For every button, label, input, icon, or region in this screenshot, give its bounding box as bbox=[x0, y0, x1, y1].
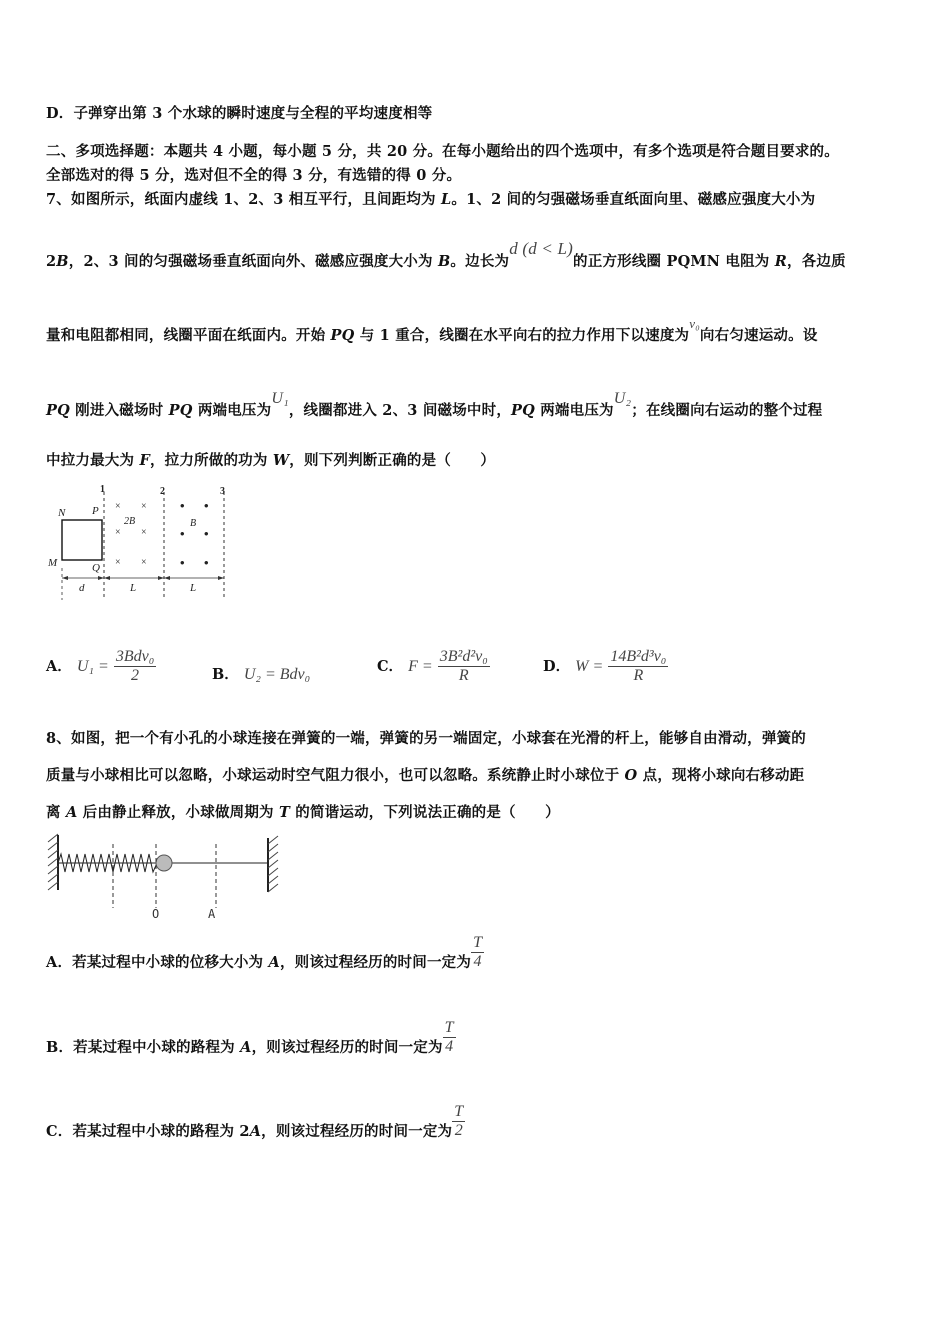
dot-mark: • bbox=[204, 555, 209, 570]
q8-option-a[interactable]: A．若某过程中小球的位移大小为 A，则该过程经历的时间一定为 $\frac{T}{4}$ bbox=[46, 934, 483, 971]
q7-option-b[interactable]: B． U₂ = Bdv₀ bbox=[212, 666, 311, 683]
q7-line-5: 中拉力最大为 F，拉力所做的功为 W，则下列判断正确的是（ ） bbox=[46, 452, 496, 469]
q7-line-2: 2B，2、3 间的匀强磁场垂直纸面向外、磁感应强度大小为 B。边长为d (d < L)的正方形线圈 PQMN 电阻为 R，各边质 bbox=[46, 239, 846, 270]
cross-mark: × bbox=[115, 527, 121, 538]
ball bbox=[156, 855, 172, 871]
q8-a-fraction: $\frac{T}{4}$ bbox=[473, 934, 483, 971]
cross-mark: × bbox=[141, 557, 147, 568]
field-label-b: B bbox=[190, 518, 197, 529]
dot-mark: • bbox=[204, 526, 209, 541]
option-d-previous: D．子弹穿出第 3 个水球的瞬时速度与全程的平均速度相等 bbox=[46, 105, 433, 122]
option-d-fraction: $\frac{\text{14B²d³v₀}}{R}$ bbox=[610, 648, 667, 685]
u2-math: U₂ bbox=[613, 390, 632, 407]
dot-mark: • bbox=[180, 526, 185, 541]
corner-n: N bbox=[58, 507, 66, 519]
cross-mark: × bbox=[141, 527, 147, 538]
u1-math: U₁ bbox=[271, 390, 289, 407]
q8-spring-figure bbox=[44, 830, 284, 922]
corner-m: M bbox=[48, 557, 58, 569]
dot-mark: • bbox=[180, 498, 185, 513]
q8-line-1: 8、如图，把一个有小孔的小球连接在弹簧的一端，弹簧的另一端固定，小球套在光滑的杆上，能够自由滑动，弹簧的 bbox=[46, 730, 806, 747]
q7-option-a[interactable]: A． U₁ = $\frac{\text{3Bdv₀}}{2}$ bbox=[46, 648, 155, 685]
dot-mark: • bbox=[204, 498, 209, 513]
dim-d: d bbox=[79, 582, 85, 594]
field-label-2b: 2B bbox=[124, 516, 136, 527]
cross-mark: × bbox=[115, 557, 121, 568]
option-a-fraction: $\frac{\text{3Bdv₀}}{2}$ bbox=[115, 648, 155, 685]
cross-mark: × bbox=[141, 501, 147, 512]
label-a: A bbox=[208, 907, 216, 921]
q7-option-d[interactable]: D． W = $\frac{\text{14B²d³v₀}}{R}$ bbox=[543, 648, 667, 685]
corner-p: P bbox=[92, 505, 99, 517]
section-heading: 二、多项选择题：本题共 4 小题，每小题 5 分，共 20 分。在每小题给出的四个选项中，有多个选项是符合题目要求的。 bbox=[46, 143, 839, 160]
q8-line-2: 质量与小球相比可以忽略，小球运动时空气阻力很小，也可以忽略。系统静止时小球位于 O 点，现将小球向右移动距 bbox=[46, 767, 805, 784]
q8-option-c[interactable]: C．若某过程中小球的路程为 2A，则该过程经历的时间一定为 $\frac{T}{2}$ bbox=[46, 1103, 464, 1140]
option-c-fraction: $\frac{\text{3B²d²v₀}}{R}$ bbox=[439, 648, 488, 685]
dim-l-2: L bbox=[190, 582, 197, 594]
q7-line-1: 7、如图所示，纸面内虚线 1、2、3 相互平行，且间距均为 L。1、2 间的匀强磁场垂直纸面向里、磁感应强度大小为 bbox=[46, 191, 816, 208]
dim-l-1: L bbox=[130, 582, 137, 594]
q8-option-b[interactable]: B．若某过程中小球的路程为 A，则该过程经历的时间一定为 $\frac{T}{4}$ bbox=[46, 1019, 454, 1056]
label-o: O bbox=[152, 907, 160, 921]
section-scoring: 全部选对的得 5 分，选对但不全的得 3 分，有选错的得 0 分。 bbox=[46, 167, 462, 184]
line-label-3: 3 bbox=[220, 486, 225, 497]
q7-magnetic-field-figure bbox=[44, 482, 244, 602]
line-label-2: 2 bbox=[160, 486, 165, 497]
cross-mark: × bbox=[115, 501, 121, 512]
q8-c-fraction: $\frac{T}{2}$ bbox=[454, 1103, 464, 1140]
corner-q: Q bbox=[92, 562, 100, 574]
d-condition-math: d (d < L) bbox=[509, 239, 574, 258]
v0-math: v₀ bbox=[689, 316, 700, 331]
q7-line-3: 量和电阻都相同，线圈平面在纸面内。开始 PQ 与 1 重合，线圈在水平向右的拉力作用下以速度为v₀向右匀速运动。设 bbox=[46, 316, 818, 344]
q7-option-c[interactable]: C． F = $\frac{\text{3B²d²v₀}}{R}$ bbox=[377, 648, 488, 685]
coil-pqmn bbox=[62, 520, 102, 560]
dot-mark: • bbox=[180, 555, 185, 570]
q8-line-3: 离 A 后由静止释放，小球做周期为 T 的简谐运动，下列说法正确的是（ ） bbox=[46, 804, 560, 821]
q8-b-fraction: $\frac{T}{4}$ bbox=[444, 1019, 454, 1056]
line-label-1: 1 bbox=[100, 484, 105, 495]
q7-line-4: PQ 刚进入磁场时 PQ 两端电压为U₁，线圈都进入 2、3 间磁场中时，PQ 两端电压为U₂；在线圈向右运动的整个过程 bbox=[46, 390, 823, 419]
